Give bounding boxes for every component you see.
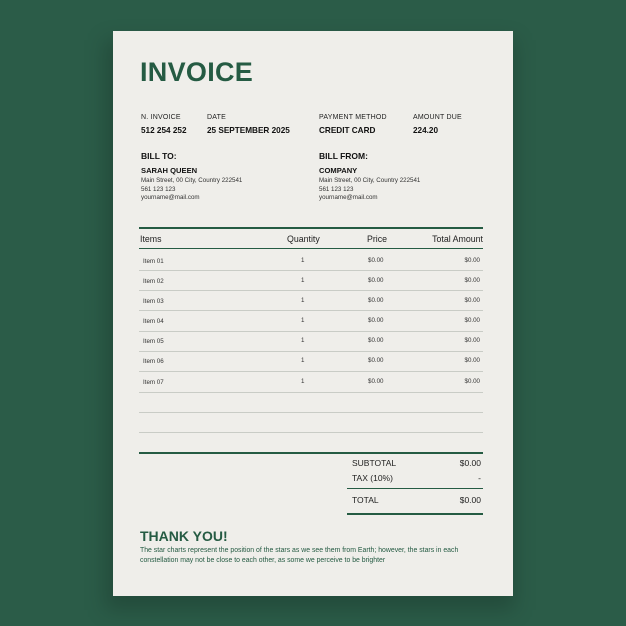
row-item: Item 05 xyxy=(143,338,164,345)
column-header-total: Total Amount xyxy=(432,234,483,244)
payment-method-value: CREDIT CARD xyxy=(319,126,376,135)
row-quantity: 1 xyxy=(301,277,305,284)
table-top-rule xyxy=(139,227,483,229)
column-header-quantity: Quantity xyxy=(287,234,320,244)
table-header-rule xyxy=(139,248,483,249)
table-bottom-rule xyxy=(139,452,483,454)
row-divider xyxy=(139,310,483,311)
bill-from-name: COMPANY xyxy=(319,166,358,175)
row-total: $0.00 xyxy=(464,257,480,264)
bill-to-phone: 561 123 123 xyxy=(141,186,176,193)
row-item: Item 04 xyxy=(143,318,164,325)
amount-due-label: AMOUNT DUE xyxy=(413,114,462,121)
bill-from-email: yourname@mail.com xyxy=(319,194,378,201)
summary-bottom-rule xyxy=(347,513,483,515)
row-divider xyxy=(139,331,483,332)
date-value: 25 SEPTEMBER 2025 xyxy=(207,126,290,135)
row-quantity: 1 xyxy=(301,257,305,264)
row-price: $0.00 xyxy=(368,257,384,264)
row-quantity: 1 xyxy=(301,378,305,385)
summary-divider xyxy=(347,488,483,489)
row-price: $0.00 xyxy=(368,317,384,324)
row-divider xyxy=(139,371,483,372)
invoice-page xyxy=(113,31,513,596)
subtotal-label: SUBTOTAL xyxy=(352,458,397,468)
invoice-number-label: N. INVOICE xyxy=(141,114,181,121)
row-price: $0.00 xyxy=(368,277,384,284)
tax-value: - xyxy=(478,473,481,483)
row-quantity: 1 xyxy=(301,297,305,304)
total-value: $0.00 xyxy=(459,495,481,505)
row-item: Item 07 xyxy=(143,379,164,386)
footer-note: The star charts represent the position of the stars as we see them from Earth; however, the stars in each constellation may not be close to each other, as some we perceive to be brighter xyxy=(140,547,459,564)
thank-you-heading: THANK YOU! xyxy=(140,528,228,544)
row-price: $0.00 xyxy=(368,378,384,385)
empty-row-divider xyxy=(139,412,483,413)
row-price: $0.00 xyxy=(368,337,384,344)
row-total: $0.00 xyxy=(464,297,480,304)
row-quantity: 1 xyxy=(301,337,305,344)
payment-method-label: PAYMENT METHOD xyxy=(319,114,387,121)
total-label: TOTAL xyxy=(352,495,379,505)
bill-to-heading: BILL TO: xyxy=(141,151,177,161)
row-total: $0.00 xyxy=(464,317,480,324)
date-label: DATE xyxy=(207,114,226,121)
row-divider xyxy=(139,392,483,393)
row-divider xyxy=(139,270,483,271)
row-quantity: 1 xyxy=(301,357,305,364)
bill-from-phone: 561 123 123 xyxy=(319,186,354,193)
row-item: Item 02 xyxy=(143,278,164,285)
row-quantity: 1 xyxy=(301,317,305,324)
subtotal-value: $0.00 xyxy=(459,458,481,468)
row-divider xyxy=(139,351,483,352)
row-total: $0.00 xyxy=(464,277,480,284)
row-divider xyxy=(139,290,483,291)
row-total: $0.00 xyxy=(464,337,480,344)
column-header-items: Items xyxy=(140,234,162,244)
bill-from-heading: BILL FROM: xyxy=(319,151,368,161)
tax-label: TAX (10%) xyxy=(352,473,393,483)
bill-to-name: SARAH QUEEN xyxy=(141,166,198,175)
bill-to-email: yourname@mail.com xyxy=(141,194,200,201)
row-price: $0.00 xyxy=(368,357,384,364)
invoice-title: INVOICE xyxy=(140,57,254,87)
invoice-number-value: 512 254 252 xyxy=(141,126,187,135)
row-item: Item 03 xyxy=(143,298,164,305)
empty-row-divider xyxy=(139,432,483,433)
amount-due-value: 224.20 xyxy=(413,126,439,135)
row-item: Item 06 xyxy=(143,358,164,365)
bill-to-address: Main Street, 00 City, Country 222541 xyxy=(141,177,243,184)
row-total: $0.00 xyxy=(464,357,480,364)
row-item: Item 01 xyxy=(143,258,164,265)
row-total: $0.00 xyxy=(464,378,480,385)
bill-from-address: Main Street, 00 City, Country 222541 xyxy=(319,177,421,184)
column-header-price: Price xyxy=(367,234,388,244)
row-price: $0.00 xyxy=(368,297,384,304)
